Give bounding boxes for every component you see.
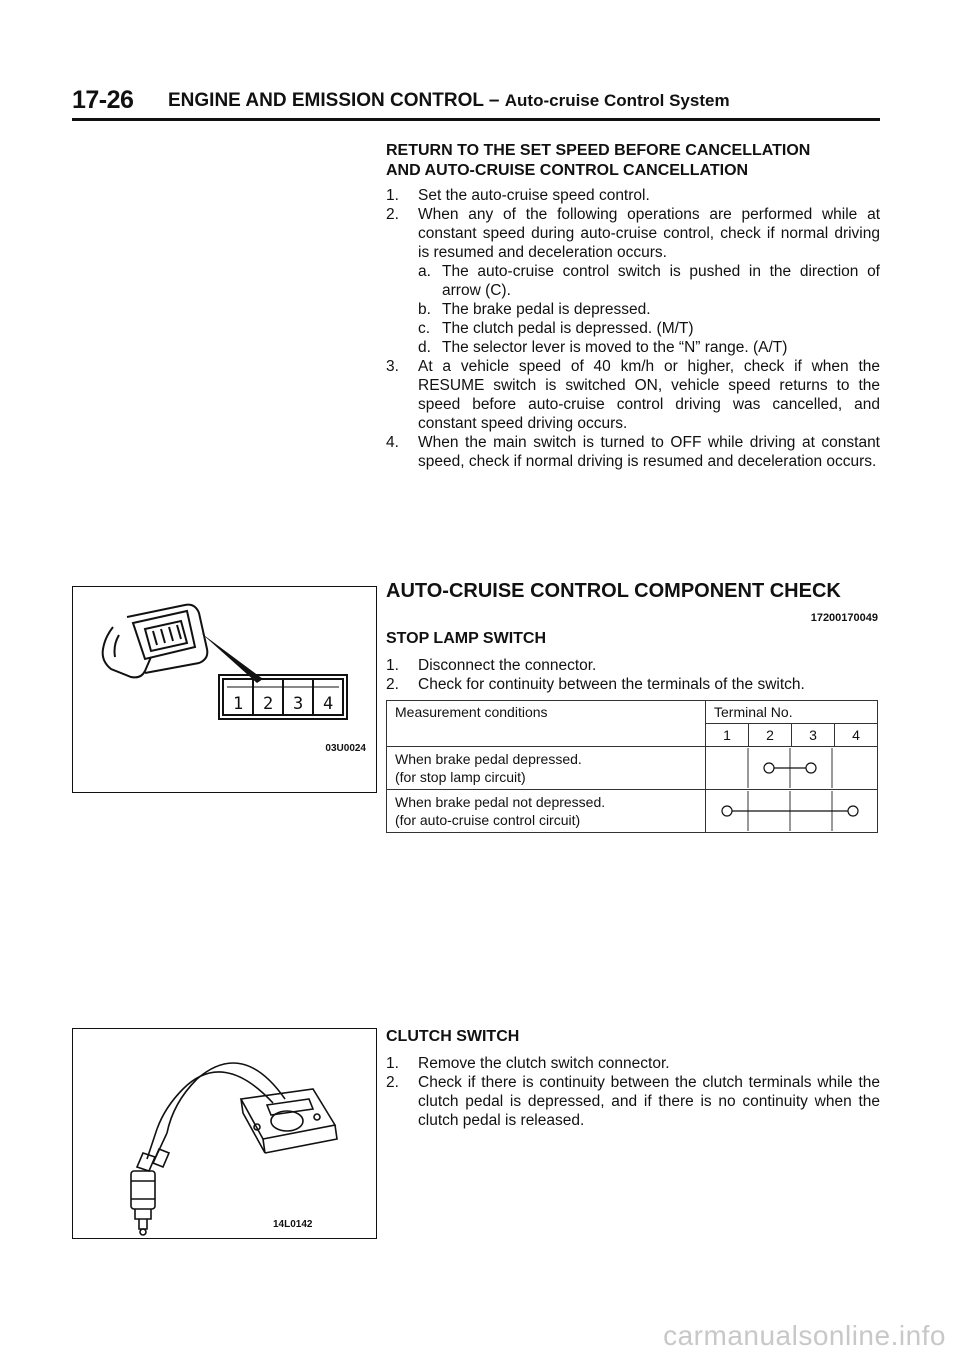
connector-terminal-1: 1 <box>233 694 244 714</box>
header-title-dash: – <box>483 90 505 111</box>
figure-clutch-switch-test <box>72 1028 377 1239</box>
clutch-steps <box>386 1054 880 1130</box>
row-condition-line2: (for stop lamp circuit) <box>395 769 526 785</box>
row-condition <box>387 790 706 833</box>
section-title-return <box>386 141 810 181</box>
list-item <box>386 1054 880 1073</box>
section-title-line2: AND AUTO-CRUISE CONTROL CANCELLATION <box>386 162 749 179</box>
step-number: 1. <box>386 657 399 674</box>
connector-terminal-4: 4 <box>323 694 334 714</box>
list-item <box>418 338 880 357</box>
list-item <box>386 656 880 675</box>
step-number: 2. <box>386 1074 399 1091</box>
list-item <box>386 357 880 433</box>
continuity-symbol-1-4 <box>706 790 878 833</box>
row-condition-line2: (for auto-cruise control circuit) <box>395 812 581 828</box>
list-item <box>386 205 880 357</box>
list-item <box>418 319 880 338</box>
step-number: 4. <box>386 434 399 451</box>
sub-step-text: The auto-cruise control switch is pushed in the direction of arrow (C). <box>442 263 880 299</box>
step-text: When any of the following operations are performed while at constant speed during auto-cruise control, check if normal driving is resumed and deceleration occurs. <box>418 206 880 261</box>
stop-lamp-steps <box>386 656 880 694</box>
sub-step-text: The brake pedal is depressed. <box>442 301 651 318</box>
figure-stop-lamp-connector <box>72 586 377 793</box>
sub-step-letter: c. <box>418 320 431 337</box>
list-item <box>386 675 880 694</box>
step-text: Set the auto-cruise speed control. <box>418 187 650 204</box>
step-text: Check for continuity between the terminals of the switch. <box>418 676 805 693</box>
step-text: At a vehicle speed of 40 km/h or higher, check if when the RESUME switch is switched ON, vehicle speed returns to the speed before auto-cruise control driving was cancelled, and constant speed driving occurs. <box>418 358 880 432</box>
terminal-4: 4 <box>835 724 878 747</box>
continuity-symbol-2-3 <box>706 747 878 790</box>
figure-id: 03U0024 <box>325 743 366 754</box>
clutch-switch-illustration <box>73 1029 376 1238</box>
watermark: carmanualsonline.info <box>663 1320 946 1351</box>
connector-terminal-3: 3 <box>293 694 304 714</box>
step-number: 2. <box>386 676 399 693</box>
continuity-line-icon <box>706 748 874 788</box>
figure-id: 14L0142 <box>273 1219 313 1230</box>
stop-lamp-switch-title: STOP LAMP SWITCH <box>386 630 547 647</box>
terminal-1: 1 <box>706 724 749 747</box>
clutch-switch-title: CLUTCH SWITCH <box>386 1028 520 1045</box>
row-condition-line1: When brake pedal not depressed. <box>395 794 606 810</box>
return-steps <box>386 186 880 471</box>
page-number: 17-26 <box>72 86 134 114</box>
sub-steps <box>418 262 880 357</box>
sub-step-text: The selector lever is moved to the “N” range. (A/T) <box>442 339 788 356</box>
continuity-line-icon <box>706 791 874 831</box>
row-condition-line1: When brake pedal depressed. <box>395 751 582 767</box>
section-title-component: AUTO-CRUISE CONTROL COMPONENT CHECK <box>386 580 841 602</box>
table-row <box>387 747 878 790</box>
table-header-row <box>387 701 878 724</box>
connector-illustration <box>73 587 376 792</box>
step-text: Disconnect the connector. <box>418 657 597 674</box>
continuity-table <box>386 700 878 833</box>
step-number: 1. <box>386 187 399 204</box>
list-item <box>386 1073 880 1130</box>
header-title-main: ENGINE AND EMISSION CONTROL <box>168 90 484 111</box>
col-header-terminal: Terminal No. <box>706 701 878 724</box>
reference-number: 17200170049 <box>810 612 878 624</box>
step-number: 1. <box>386 1055 399 1072</box>
page-header <box>72 86 880 122</box>
sub-step-letter: a. <box>418 263 431 280</box>
header-subtitle: Auto-cruise Control System <box>504 91 730 110</box>
section-title-line1: RETURN TO THE SET SPEED BEFORE CANCELLATION <box>386 142 811 159</box>
sub-step-letter: b. <box>418 301 431 318</box>
list-item <box>418 262 880 300</box>
list-item <box>386 433 880 471</box>
list-item <box>418 300 880 319</box>
terminal-2: 2 <box>749 724 792 747</box>
header-rule <box>72 118 880 121</box>
step-number: 3. <box>386 358 399 375</box>
step-number: 2. <box>386 206 399 223</box>
terminal-3: 3 <box>792 724 835 747</box>
sub-step-text: The clutch pedal is depressed. (M/T) <box>442 320 694 337</box>
row-condition <box>387 747 706 790</box>
page-title <box>168 90 730 112</box>
sub-step-letter: d. <box>418 339 431 356</box>
col-header-conditions: Measurement conditions <box>387 701 706 747</box>
list-item <box>386 186 880 205</box>
step-text: Remove the clutch switch connector. <box>418 1055 670 1072</box>
step-text: When the main switch is turned to OFF while driving at constant speed, check if normal driving is resumed and deceleration occurs. <box>418 434 880 470</box>
table-row <box>387 790 878 833</box>
step-text: Check if there is continuity between the clutch terminals while the clutch pedal is depressed, and if there is no continuity when the clutch pedal is released. <box>418 1074 880 1129</box>
connector-terminal-2: 2 <box>263 694 274 714</box>
